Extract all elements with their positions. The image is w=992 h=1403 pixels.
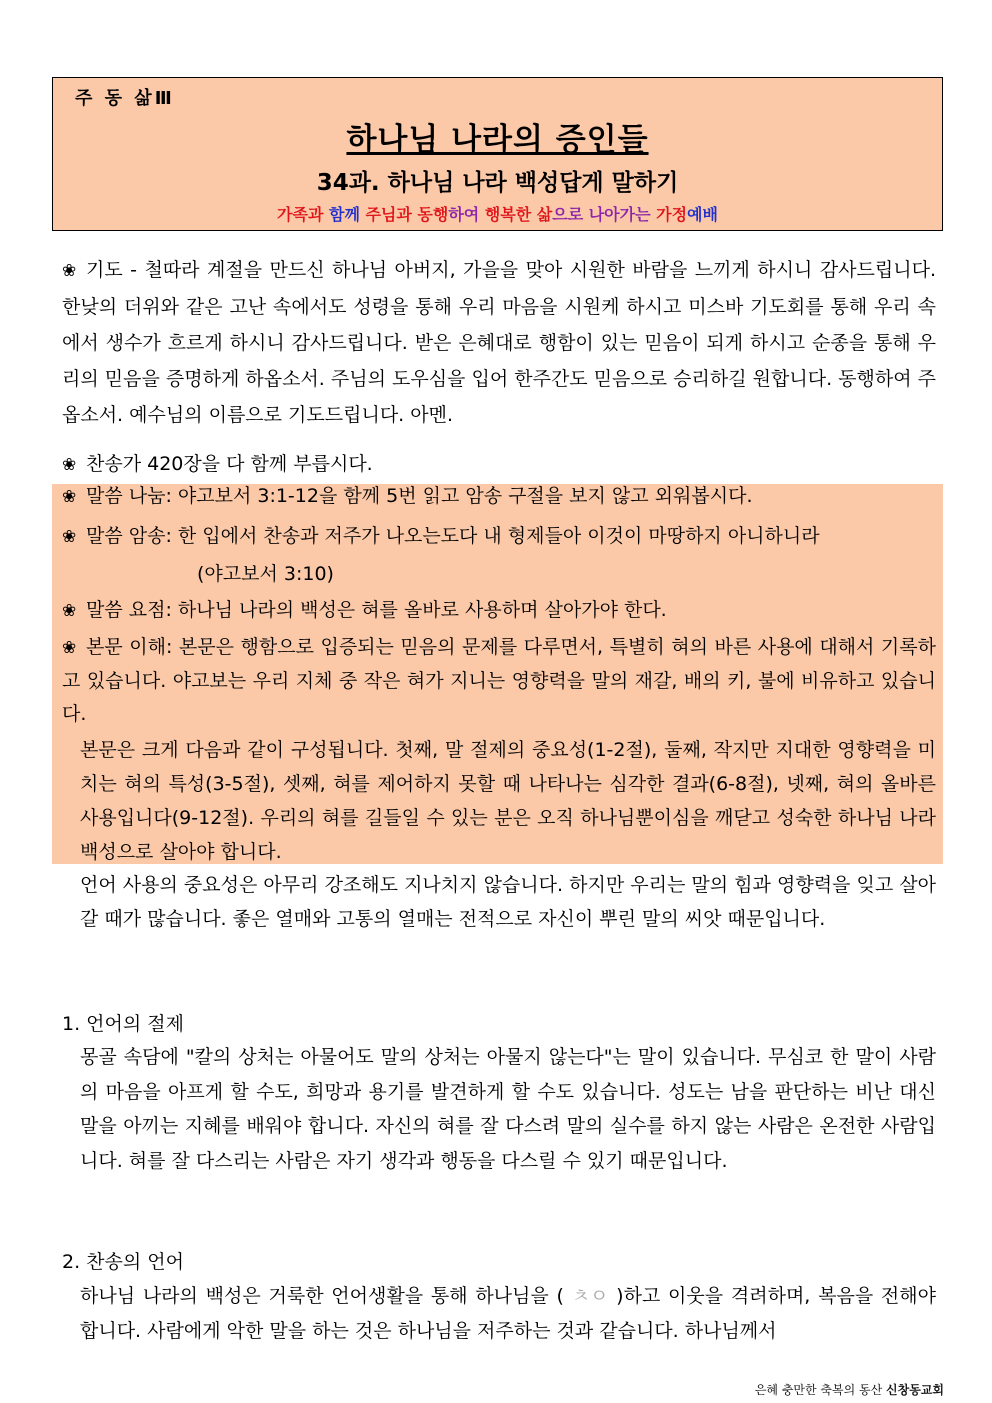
slogan-part: 가정 [656, 205, 688, 224]
slogan-part: 행복한 삶 [484, 205, 553, 224]
flower-bullet-icon: ❀ [62, 261, 77, 281]
flower-bullet-icon: ❀ [62, 527, 77, 547]
flower-bullet-icon: ❀ [62, 487, 77, 507]
flower-bullet-icon: ❀ [62, 455, 77, 475]
fill-blank-hint[interactable]: ㅊㅇ [571, 1285, 609, 1307]
series-label: 주 동 삶Ⅲ [75, 88, 175, 109]
hymn-text: 찬송가 420장을 다 함께 부릅시다. [86, 453, 373, 475]
footer-motto: 은혜 충만한 축복의 동산 [754, 1383, 887, 1397]
section2-body [62, 1279, 936, 1348]
summary-text: 말씀 요점: 하나님 나라의 백성은 혀를 올바로 사용하며 살아가야 한다. [86, 599, 667, 621]
word-share-text: 말씀 나눔: 야고보서 3:1-12을 함께 5번 읽고 암송 구절을 보지 않고 외워봅시다. [86, 485, 753, 507]
section-heading: 2. 찬송의 언어 [62, 1251, 184, 1273]
intro-paragraph: 언어 사용의 중요성은 아무리 강조해도 지나치지 않습니다. 하지만 우리는 말의 힘과 영향력을 잊고 살아갈 때가 많습니다. 좋은 열매와 고통의 열매는 전적으로 자신이 뿌린 말의 씨앗 때문입니다. [80, 874, 936, 930]
slogan [53, 202, 942, 225]
summary-paragraph [62, 592, 936, 629]
slogan-part: 으로 나아가는 [552, 205, 657, 224]
slogan-part: 하여 [448, 205, 485, 224]
word-share-paragraph [62, 478, 936, 515]
memory-reference: (야고보서 3:10) [197, 563, 334, 585]
understanding-text-1: 본문 이해: 본문은 행함으로 입증되는 믿음의 문제를 다루면서, 특별히 혀의 바른 사용에 대해서 기록하고 있습니다. 야고보는 우리 지체 중 작은 혀가 지니는 영향력을 말의 재갈, 배의 키, 불에 비유하고 있습니다. [62, 636, 936, 725]
prayer-text: 기도 - 철따라 계절을 만드신 하나님 아버지, 가을을 맞아 시원한 바람을 느끼게 하시니 감사드립니다. 한낮의 더위와 같은 고난 속에서도 성령을 통해 우리 마음을 시원케 하시고 미스바 기도회를 통해 우리 속에서 생수가 흐르게 하시니 감사드립니다. 받은 은혜대로 행함이 있는 믿음이 되게 하시고 순종을 통해 우리의 믿음을 증명하게 하옵소서. 주님의 도우심을 입어 한주간도 믿음으로 승리하길 원합니다. 동행하여 주옵소서. 예수님의 이름으로 기도드립니다. 아멘. [62, 259, 936, 426]
slogan-part: 동행 [417, 205, 449, 224]
understanding-paragraph [62, 631, 936, 731]
lesson-header [52, 77, 943, 231]
slogan-part: 예배 [687, 205, 718, 224]
flower-bullet-icon: ❀ [62, 638, 77, 658]
page-title: 하나님 나라의 증인들 [346, 122, 649, 158]
footer [755, 1381, 944, 1398]
footer-church-name: 신창동교회 [886, 1383, 944, 1397]
section2-body-b: )하고 이웃을 격려하며, 복음을 전해야 합니다. 사람에게 악한 말을 하는 것은 하나님을 저주하는 것과 같습니다. 하나님께서 [80, 1285, 936, 1342]
memory-label: 말씀 암송: [86, 525, 178, 547]
slogan-part: 주님과 [365, 205, 418, 224]
section2-body-a: 하나님 나라의 백성은 거룩한 언어생활을 통해 하나님을 ( [80, 1285, 572, 1307]
flower-bullet-icon: ❀ [62, 601, 77, 621]
slogan-part: 가족과 [277, 205, 329, 224]
memory-text: 한 입에서 찬송과 저주가 나오는도다 내 형제들아 이것이 마땅하지 아니하니라 [177, 525, 820, 547]
prayer-paragraph [62, 252, 936, 433]
memory-verse-paragraph [62, 518, 936, 555]
understanding-paragraph-2: 본문은 크게 다음과 같이 구성됩니다. 첫째, 말 절제의 중요성(1-2절), 둘째, 작지만 지대한 영향력을 미치는 혀의 특성(3-5절), 셋째, 혀를 제어하지 못할 때 나타나는 심각한 결과(6-8절), 넷째, 혀의 올바른 사용입니다(9-12절). 우리의 혀를 길들일 수 있는 분은 오직 하나님뿐이심을 깨닫고 성숙한 하나님 나라 백성으로 살아야 합니다. [80, 739, 936, 863]
section1-body: 몽골 속담에 "칼의 상처는 아물어도 말의 상처는 아물지 않는다"는 말이 있습니다. 무심코 한 말이 사람의 마음을 아프게 할 수도, 희망과 용기를 발견하게 할 수도 있습니다. 성도는 남을 판단하는 비난 대신 말을 아끼는 지혜를 배워야 합니다. 자신의 혀를 잘 다스려 말의 실수를 하지 않는 사람은 온전한 사람입니다. 혀를 잘 다스리는 사람은 자기 생각과 행동을 다스릴 수 있기 때문입니다. [80, 1046, 936, 1172]
slogan-part: 함께 [328, 205, 366, 224]
section-heading: 1. 언어의 절제 [62, 1013, 184, 1035]
lesson-title: 34과. 하나님 나라 백성답게 말하기 [316, 170, 679, 196]
